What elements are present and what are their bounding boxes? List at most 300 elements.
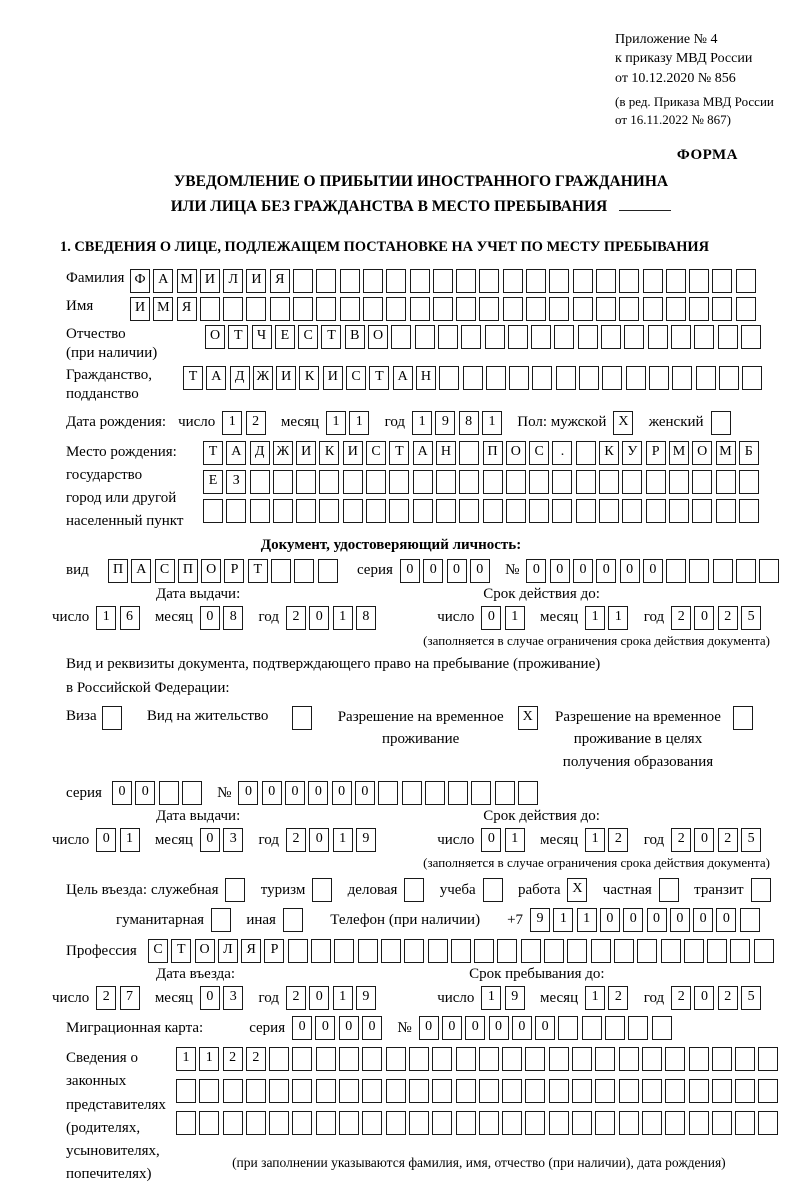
checkbox-purpose-other[interactable] [283, 908, 303, 932]
char-cell[interactable] [432, 1111, 452, 1135]
char-cell[interactable] [712, 1079, 732, 1103]
char-cell[interactable]: Р [264, 939, 284, 963]
char-cell[interactable]: А [226, 441, 246, 465]
char-cell[interactable]: 2 [718, 986, 738, 1010]
checkbox-purpose-work[interactable]: X [567, 878, 587, 902]
char-cell[interactable] [521, 939, 541, 963]
char-cell[interactable] [582, 1016, 602, 1040]
char-cell[interactable]: Я [177, 297, 197, 321]
char-cell[interactable] [296, 470, 316, 494]
char-cell[interactable] [646, 499, 666, 523]
char-cell[interactable] [402, 781, 422, 805]
char-cell[interactable]: 9 [356, 828, 376, 852]
char-cell[interactable] [689, 1079, 709, 1103]
char-cell[interactable] [572, 1079, 592, 1103]
char-cell[interactable]: О [201, 559, 221, 583]
char-cell[interactable]: И [323, 366, 343, 390]
char-cell[interactable]: 0 [573, 559, 593, 583]
char-cell[interactable] [436, 470, 456, 494]
char-cell[interactable]: И [296, 441, 316, 465]
char-cell[interactable] [389, 470, 409, 494]
char-cell[interactable]: 0 [292, 1016, 312, 1040]
char-cell[interactable]: 0 [112, 781, 132, 805]
char-cell[interactable] [433, 297, 453, 321]
checkbox-visa[interactable] [102, 706, 122, 730]
char-cell[interactable]: Т [389, 441, 409, 465]
char-cell[interactable]: 8 [356, 606, 376, 630]
char-cell[interactable]: Е [275, 325, 295, 349]
char-cell[interactable] [409, 1111, 429, 1135]
char-cell[interactable] [199, 1079, 219, 1103]
char-cell[interactable]: 1 [553, 908, 573, 932]
char-cell[interactable]: Б [739, 441, 759, 465]
char-cell[interactable]: 0 [481, 606, 501, 630]
char-cell[interactable] [754, 939, 774, 963]
char-cell[interactable]: М [669, 441, 689, 465]
char-cell[interactable]: А [393, 366, 413, 390]
char-cell[interactable] [576, 470, 596, 494]
char-cell[interactable]: 0 [481, 828, 501, 852]
char-cell[interactable] [648, 325, 668, 349]
char-cell[interactable] [483, 470, 503, 494]
char-cell[interactable] [578, 325, 598, 349]
char-cell[interactable]: С [346, 366, 366, 390]
char-cell[interactable] [601, 325, 621, 349]
char-cell[interactable] [246, 1079, 266, 1103]
char-cell[interactable] [730, 939, 750, 963]
char-cell[interactable] [758, 1111, 778, 1135]
char-cell[interactable] [176, 1111, 196, 1135]
char-cell[interactable] [246, 1111, 266, 1135]
char-cell[interactable]: 3 [223, 828, 243, 852]
char-cell[interactable]: 1 [333, 606, 353, 630]
char-cell[interactable] [200, 297, 220, 321]
char-cell[interactable] [432, 1079, 452, 1103]
char-cell[interactable] [386, 1079, 406, 1103]
checkbox-purpose-study[interactable] [483, 878, 503, 902]
char-cell[interactable] [508, 325, 528, 349]
char-cell[interactable]: 5 [741, 606, 761, 630]
char-cell[interactable]: 0 [262, 781, 282, 805]
char-cell[interactable] [391, 325, 411, 349]
char-cell[interactable] [599, 499, 619, 523]
char-cell[interactable]: 9 [530, 908, 550, 932]
char-cell[interactable]: 2 [608, 986, 628, 1010]
char-cell[interactable]: 3 [223, 986, 243, 1010]
char-cell[interactable] [479, 297, 499, 321]
char-cell[interactable]: 0 [670, 908, 690, 932]
char-cell[interactable] [736, 559, 756, 583]
char-cell[interactable] [758, 1047, 778, 1071]
char-cell[interactable] [719, 366, 739, 390]
char-cell[interactable] [182, 781, 202, 805]
char-cell[interactable]: 0 [694, 828, 714, 852]
char-cell[interactable] [343, 470, 363, 494]
char-cell[interactable] [339, 1079, 359, 1103]
char-cell[interactable] [273, 499, 293, 523]
char-cell[interactable] [456, 269, 476, 293]
char-cell[interactable]: 1 [199, 1047, 219, 1071]
checkbox-purpose-transit[interactable] [751, 878, 771, 902]
char-cell[interactable] [646, 470, 666, 494]
char-cell[interactable] [459, 441, 479, 465]
char-cell[interactable] [413, 499, 433, 523]
char-cell[interactable]: 0 [238, 781, 258, 805]
char-cell[interactable] [573, 297, 593, 321]
char-cell[interactable] [495, 781, 515, 805]
char-cell[interactable]: 0 [447, 559, 467, 583]
char-cell[interactable] [579, 366, 599, 390]
char-cell[interactable] [456, 297, 476, 321]
char-cell[interactable] [223, 297, 243, 321]
char-cell[interactable] [486, 366, 506, 390]
char-cell[interactable] [223, 1111, 243, 1135]
char-cell[interactable] [525, 1079, 545, 1103]
char-cell[interactable]: Д [250, 441, 270, 465]
char-cell[interactable]: 2 [671, 828, 691, 852]
char-cell[interactable]: Р [646, 441, 666, 465]
char-cell[interactable] [479, 269, 499, 293]
char-cell[interactable]: 2 [608, 828, 628, 852]
char-cell[interactable] [642, 1047, 662, 1071]
char-cell[interactable]: 2 [223, 1047, 243, 1071]
char-cell[interactable]: 1 [585, 986, 605, 1010]
char-cell[interactable] [269, 1047, 289, 1071]
char-cell[interactable]: 0 [526, 559, 546, 583]
checkbox-purpose-official[interactable] [225, 878, 245, 902]
char-cell[interactable] [736, 297, 756, 321]
char-cell[interactable] [456, 1079, 476, 1103]
char-cell[interactable] [526, 269, 546, 293]
char-cell[interactable] [735, 1111, 755, 1135]
char-cell[interactable]: 0 [596, 559, 616, 583]
char-cell[interactable] [497, 939, 517, 963]
char-cell[interactable] [271, 559, 291, 583]
char-cell[interactable]: П [483, 441, 503, 465]
char-cell[interactable]: 0 [623, 908, 643, 932]
char-cell[interactable] [386, 269, 406, 293]
char-cell[interactable]: 0 [309, 828, 329, 852]
char-cell[interactable] [595, 1047, 615, 1071]
char-cell[interactable]: 1 [608, 606, 628, 630]
char-cell[interactable]: 0 [442, 1016, 462, 1040]
char-cell[interactable]: Т [171, 939, 191, 963]
char-cell[interactable]: 1 [326, 411, 346, 435]
char-cell[interactable]: 0 [400, 559, 420, 583]
char-cell[interactable]: О [195, 939, 215, 963]
char-cell[interactable] [428, 939, 448, 963]
char-cell[interactable] [567, 939, 587, 963]
char-cell[interactable] [544, 939, 564, 963]
char-cell[interactable]: 1 [585, 606, 605, 630]
char-cell[interactable]: С [155, 559, 175, 583]
char-cell[interactable] [273, 470, 293, 494]
char-cell[interactable] [339, 1111, 359, 1135]
char-cell[interactable]: 1 [585, 828, 605, 852]
char-cell[interactable] [366, 470, 386, 494]
char-cell[interactable] [459, 470, 479, 494]
char-cell[interactable]: Т [228, 325, 248, 349]
char-cell[interactable] [456, 1047, 476, 1071]
char-cell[interactable]: 5 [741, 828, 761, 852]
char-cell[interactable]: 0 [200, 828, 220, 852]
char-cell[interactable]: 1 [176, 1047, 196, 1071]
char-cell[interactable] [572, 1047, 592, 1071]
char-cell[interactable] [666, 559, 686, 583]
char-cell[interactable] [529, 470, 549, 494]
char-cell[interactable] [451, 939, 471, 963]
char-cell[interactable]: 7 [120, 986, 140, 1010]
char-cell[interactable]: 2 [671, 986, 691, 1010]
char-cell[interactable] [471, 781, 491, 805]
char-cell[interactable] [707, 939, 727, 963]
char-cell[interactable]: Л [218, 939, 238, 963]
char-cell[interactable] [463, 366, 483, 390]
char-cell[interactable]: 0 [694, 986, 714, 1010]
char-cell[interactable] [643, 297, 663, 321]
char-cell[interactable] [718, 325, 738, 349]
char-cell[interactable]: С [529, 441, 549, 465]
char-cell[interactable] [343, 499, 363, 523]
char-cell[interactable]: 9 [505, 986, 525, 1010]
char-cell[interactable] [363, 269, 383, 293]
char-cell[interactable] [736, 269, 756, 293]
char-cell[interactable] [532, 366, 552, 390]
char-cell[interactable] [573, 269, 593, 293]
char-cell[interactable] [410, 297, 430, 321]
char-cell[interactable]: 6 [120, 606, 140, 630]
char-cell[interactable]: 0 [693, 908, 713, 932]
char-cell[interactable]: 2 [671, 606, 691, 630]
char-cell[interactable] [362, 1079, 382, 1103]
char-cell[interactable]: Т [248, 559, 268, 583]
char-cell[interactable]: 0 [694, 606, 714, 630]
char-cell[interactable] [479, 1047, 499, 1071]
checkbox-female[interactable] [711, 411, 731, 435]
char-cell[interactable] [637, 939, 657, 963]
char-cell[interactable] [619, 1079, 639, 1103]
char-cell[interactable] [159, 781, 179, 805]
char-cell[interactable]: К [319, 441, 339, 465]
char-cell[interactable] [619, 297, 639, 321]
char-cell[interactable]: 0 [512, 1016, 532, 1040]
char-cell[interactable]: Т [183, 366, 203, 390]
char-cell[interactable]: 0 [716, 908, 736, 932]
char-cell[interactable] [439, 366, 459, 390]
char-cell[interactable] [595, 1111, 615, 1135]
char-cell[interactable]: Я [270, 269, 290, 293]
char-cell[interactable] [619, 1111, 639, 1135]
char-cell[interactable]: Е [203, 470, 223, 494]
char-cell[interactable] [461, 325, 481, 349]
char-cell[interactable] [223, 1079, 243, 1103]
char-cell[interactable]: И [200, 269, 220, 293]
char-cell[interactable] [293, 297, 313, 321]
char-cell[interactable]: 1 [577, 908, 597, 932]
char-cell[interactable] [270, 297, 290, 321]
char-cell[interactable] [661, 939, 681, 963]
char-cell[interactable] [404, 939, 424, 963]
char-cell[interactable] [386, 1111, 406, 1135]
char-cell[interactable]: 0 [647, 908, 667, 932]
char-cell[interactable]: 0 [465, 1016, 485, 1040]
char-cell[interactable]: 0 [315, 1016, 335, 1040]
char-cell[interactable] [503, 297, 523, 321]
char-cell[interactable]: 2 [718, 828, 738, 852]
char-cell[interactable] [292, 1111, 312, 1135]
char-cell[interactable] [269, 1079, 289, 1103]
char-cell[interactable]: В [345, 325, 365, 349]
char-cell[interactable] [619, 269, 639, 293]
char-cell[interactable] [525, 1047, 545, 1071]
char-cell[interactable]: 0 [423, 559, 443, 583]
char-cell[interactable]: 1 [222, 411, 242, 435]
char-cell[interactable]: 0 [419, 1016, 439, 1040]
char-cell[interactable] [358, 939, 378, 963]
char-cell[interactable] [696, 366, 716, 390]
char-cell[interactable] [506, 499, 526, 523]
char-cell[interactable]: Т [369, 366, 389, 390]
char-cell[interactable] [740, 908, 760, 932]
checkbox-temp-residence-permit-education[interactable] [733, 706, 753, 730]
char-cell[interactable] [518, 781, 538, 805]
char-cell[interactable] [483, 499, 503, 523]
char-cell[interactable] [502, 1047, 522, 1071]
char-cell[interactable]: 5 [741, 986, 761, 1010]
char-cell[interactable]: П [178, 559, 198, 583]
char-cell[interactable]: И [130, 297, 150, 321]
char-cell[interactable]: М [177, 269, 197, 293]
char-cell[interactable] [506, 470, 526, 494]
char-cell[interactable] [652, 1016, 672, 1040]
char-cell[interactable] [381, 939, 401, 963]
char-cell[interactable]: 0 [355, 781, 375, 805]
char-cell[interactable]: К [299, 366, 319, 390]
char-cell[interactable] [448, 781, 468, 805]
char-cell[interactable]: С [366, 441, 386, 465]
checkbox-purpose-private[interactable] [659, 878, 679, 902]
char-cell[interactable] [432, 1047, 452, 1071]
char-cell[interactable]: А [206, 366, 226, 390]
char-cell[interactable] [526, 297, 546, 321]
char-cell[interactable]: А [131, 559, 151, 583]
char-cell[interactable]: 0 [332, 781, 352, 805]
char-cell[interactable]: Р [224, 559, 244, 583]
char-cell[interactable]: Я [241, 939, 261, 963]
char-cell[interactable]: 0 [600, 908, 620, 932]
char-cell[interactable]: Ж [253, 366, 273, 390]
char-cell[interactable] [622, 499, 642, 523]
char-cell[interactable] [316, 297, 336, 321]
char-cell[interactable]: К [599, 441, 619, 465]
char-cell[interactable]: О [506, 441, 526, 465]
char-cell[interactable] [642, 1111, 662, 1135]
char-cell[interactable]: . [552, 441, 572, 465]
char-cell[interactable] [502, 1111, 522, 1135]
char-cell[interactable]: У [622, 441, 642, 465]
char-cell[interactable]: 2 [246, 411, 266, 435]
char-cell[interactable] [739, 470, 759, 494]
char-cell[interactable] [316, 1111, 336, 1135]
char-cell[interactable]: Т [321, 325, 341, 349]
char-cell[interactable] [226, 499, 246, 523]
char-cell[interactable]: 0 [135, 781, 155, 805]
char-cell[interactable]: 0 [200, 606, 220, 630]
char-cell[interactable]: 1 [333, 828, 353, 852]
char-cell[interactable]: 0 [643, 559, 663, 583]
char-cell[interactable]: Ф [130, 269, 150, 293]
char-cell[interactable] [340, 269, 360, 293]
char-cell[interactable] [624, 325, 644, 349]
char-cell[interactable] [362, 1047, 382, 1071]
char-cell[interactable]: О [692, 441, 712, 465]
char-cell[interactable] [316, 269, 336, 293]
char-cell[interactable] [552, 470, 572, 494]
char-cell[interactable] [503, 269, 523, 293]
char-cell[interactable] [558, 1016, 578, 1040]
char-cell[interactable]: 0 [362, 1016, 382, 1040]
char-cell[interactable] [599, 470, 619, 494]
char-cell[interactable] [712, 297, 732, 321]
char-cell[interactable]: А [153, 269, 173, 293]
char-cell[interactable]: 0 [489, 1016, 509, 1040]
char-cell[interactable]: 9 [435, 411, 455, 435]
char-cell[interactable] [250, 470, 270, 494]
char-cell[interactable]: 0 [309, 986, 329, 1010]
char-cell[interactable]: 1 [505, 606, 525, 630]
char-cell[interactable] [389, 499, 409, 523]
char-cell[interactable] [319, 470, 339, 494]
char-cell[interactable] [293, 269, 313, 293]
char-cell[interactable]: И [246, 269, 266, 293]
char-cell[interactable] [340, 297, 360, 321]
char-cell[interactable]: 0 [309, 606, 329, 630]
char-cell[interactable] [176, 1079, 196, 1103]
char-cell[interactable] [626, 366, 646, 390]
char-cell[interactable] [250, 499, 270, 523]
char-cell[interactable] [712, 269, 732, 293]
char-cell[interactable]: О [205, 325, 225, 349]
char-cell[interactable]: 2 [286, 986, 306, 1010]
char-cell[interactable]: 0 [96, 828, 116, 852]
char-cell[interactable]: 1 [96, 606, 116, 630]
char-cell[interactable] [689, 559, 709, 583]
char-cell[interactable]: Ч [252, 325, 272, 349]
char-cell[interactable]: 0 [339, 1016, 359, 1040]
char-cell[interactable]: Н [436, 441, 456, 465]
char-cell[interactable] [479, 1111, 499, 1135]
char-cell[interactable]: 2 [286, 606, 306, 630]
char-cell[interactable] [556, 366, 576, 390]
char-cell[interactable]: Н [416, 366, 436, 390]
char-cell[interactable] [438, 325, 458, 349]
char-cell[interactable]: С [148, 939, 168, 963]
char-cell[interactable] [554, 325, 574, 349]
char-cell[interactable] [296, 499, 316, 523]
char-cell[interactable]: Ж [273, 441, 293, 465]
char-cell[interactable]: 0 [535, 1016, 555, 1040]
char-cell[interactable] [595, 1079, 615, 1103]
char-cell[interactable]: 2 [96, 986, 116, 1010]
char-cell[interactable] [502, 1079, 522, 1103]
char-cell[interactable] [203, 499, 223, 523]
checkbox-residence-permit[interactable] [292, 706, 312, 730]
char-cell[interactable] [576, 499, 596, 523]
char-cell[interactable] [485, 325, 505, 349]
char-cell[interactable] [665, 1111, 685, 1135]
char-cell[interactable] [269, 1111, 289, 1135]
char-cell[interactable] [689, 297, 709, 321]
